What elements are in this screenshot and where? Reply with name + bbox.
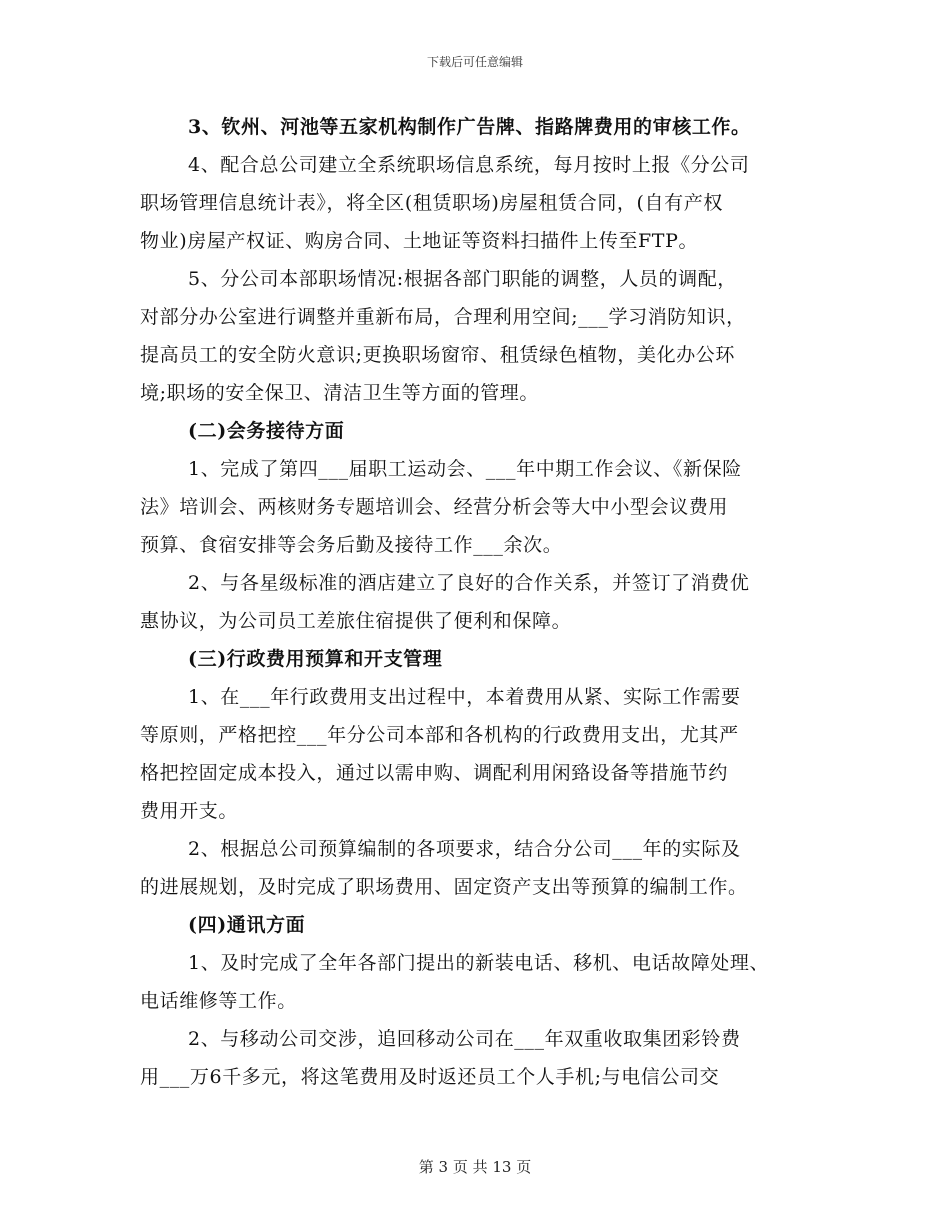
paragraph-line: 1、及时完成了全年各部门提出的新装电话、移机、电话故障处理、	[188, 952, 770, 974]
section-heading-line: (四)通讯方面	[188, 914, 306, 936]
document-body	[140, 108, 820, 1096]
paragraph-line: 境;职场的安全保卫、清洁卫生等方面的管理。	[140, 382, 540, 404]
paragraph-line: 职场管理信息统计表》，将全区(租赁职场)房屋租赁合同，(自有产权	[140, 192, 723, 214]
header-note: 下载后可任意编辑	[426, 55, 523, 69]
paragraph-line: 格把控固定成本投入，通过以需申购、调配利用闲臵设备等措施节约	[140, 762, 729, 784]
paragraph-line: 物业)房屋产权证、购房合同、土地证等资料扫描件上传至FTP。	[140, 230, 699, 252]
paragraph-line: 1、在___年行政费用支出过程中，本着费用从紧、实际工作需要	[188, 686, 741, 708]
section-heading-line: 3、钦州、河池等五家机构制作广告牌、指路牌费用的审核工作。	[188, 116, 751, 138]
paragraph-line: 2、与各星级标准的酒店建立了良好的合作关系，并签订了消费优	[188, 572, 750, 594]
paragraph-line: 4、配合总公司建立全系统职场信息系统，每月按时上报《分公司	[188, 154, 750, 176]
paragraph-line: 法》培训会、两核财务专题培训会、经营分析会等大中小型会议费用	[140, 496, 729, 518]
paragraph-line: 提高员工的安全防火意识;更换职场窗帘、租赁绿色植物，美化办公环	[140, 344, 736, 366]
paragraph-line: 对部分办公室进行调整并重新布局，合理利用空间;___学习消防知识，	[140, 306, 746, 328]
page-number: 第 3 页 共 13 页	[418, 1158, 532, 1176]
paragraph-line: 等原则，严格把控___年分公司本部和各机构的行政费用支出，尤其严	[140, 724, 739, 746]
section-heading-line: (三)行政费用预算和开支管理	[188, 648, 443, 670]
paragraph-line: 预算、食宿安排等会务后勤及接待工作___余次。	[140, 534, 563, 556]
section-heading-line: (二)会务接待方面	[188, 420, 345, 442]
paragraph-line: 2、根据总公司预算编制的各项要求，结合分公司___年的实际及	[188, 838, 741, 860]
paragraph-line: 惠协议，为公司员工差旅住宿提供了便利和保障。	[140, 610, 572, 632]
paragraph-line: 1、完成了第四___届职工运动会、___年中期工作会议、《新保险	[188, 458, 742, 480]
paragraph-line: 5、分公司本部职场情况:根据各部门职能的调整，人员的调配，	[188, 268, 737, 290]
paragraph-line: 2、与移动公司交涉，追回移动公司在___年双重收取集团彩铃费	[188, 1028, 741, 1050]
paragraph-line: 电话维修等工作。	[140, 990, 297, 1012]
paragraph-line: 费用开支。	[140, 800, 239, 822]
paragraph-line: 的进展规划，及时完成了职场费用、固定资产支出等预算的编制工作。	[140, 876, 748, 898]
paragraph-line: 用___万6千多元，将这笔费用及时返还员工个人手机;与电信公司交	[140, 1066, 720, 1088]
